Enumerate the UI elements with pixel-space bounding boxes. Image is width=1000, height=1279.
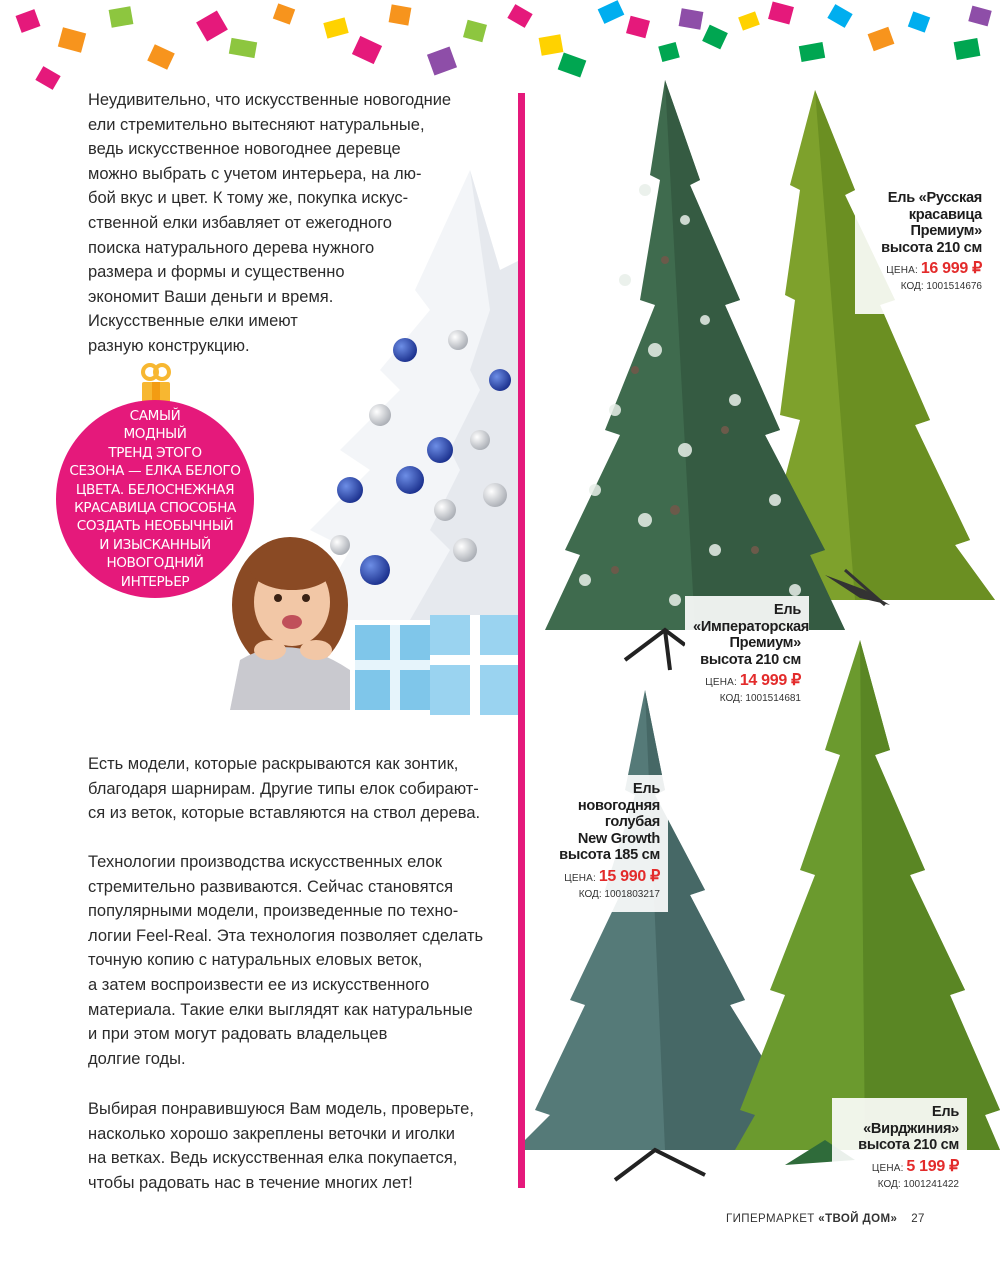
- product-title: Ель «Вирджиния» высота 210 см: [858, 1104, 959, 1154]
- product-code: КОД: 1001514676: [900, 281, 982, 293]
- product-title: Ель «Русская красавица Премиум» высота 210 см: [881, 190, 982, 256]
- paragraph-advice: [88, 1097, 508, 1195]
- white-tree-scene-illustration: [200, 150, 520, 730]
- product-card-imperatorskaya: [685, 596, 809, 724]
- product-price: 15 990 ₽: [598, 867, 660, 885]
- intro-text: Неудивительно, что искусственные новогодние ели стремительно вытесняют натуральные, ведь искусственное новогоднее деревце можно выбрать с учетом интерьера, на лю- бой вкус и цвет. К тому же, покупка искус- ственной елки избавляет от ежегодного поиска натурального дерева нужного размера и формы и существенно экономит Ваши деньги и время. Искусственные елки имеют разную конструкцию.: [88, 91, 452, 355]
- paragraph-advice-text: Выбирая понравившуюся Вам модель, проверьте, насколько хорошо закреплены веточки и иголки на ветках. Ведь искусственная елка покупается, чтобы радовать нас в течение многих лет!: [88, 1100, 474, 1192]
- product-title: Ель новогодняя голубая New Growth высота 185 см: [559, 781, 660, 864]
- product-price-row: [863, 260, 982, 280]
- paragraph-technology-text: Технологии производства искусственных елок стремительно развиваются. Сейчас становятся популярными модели, произведенные по техно- логии Feel-Real. Эта технология позволяет сделать точную копию с натуральных еловых веток, а затем воспроизвести ее из искусственного материала. Такие елки выглядят как натуральные и при этом могут радовать владельцев долгие годы.: [88, 853, 484, 1068]
- page-footer: [726, 1213, 925, 1225]
- product-price: 14 999 ₽: [739, 672, 801, 690]
- footer-store-name: «ТВОЙ ДОМ»: [818, 1213, 898, 1225]
- price-label: ЦЕНА:: [564, 872, 597, 884]
- product-code: КОД: 1001803217: [578, 888, 660, 900]
- paragraph-construction-text: Есть модели, которые раскрываются как зонтик, благодаря шарнирам. Другие типы елок собирают- ся из веток, которые вставляются на ствол дерева.: [88, 755, 481, 823]
- trend-badge: [56, 400, 254, 598]
- product-card-virginia: [832, 1098, 967, 1190]
- product-card-new-growth: [547, 775, 668, 912]
- product-price-row: [555, 868, 660, 888]
- price-label: ЦЕНА:: [705, 677, 738, 689]
- paragraph-construction: [88, 752, 508, 826]
- product-price-row: [693, 672, 801, 692]
- page-number: 27: [911, 1213, 925, 1225]
- product-code: КОД: 1001241422: [877, 1178, 959, 1190]
- product-code: КОД: 1001514681: [719, 693, 801, 705]
- product-card-russkaya: [855, 184, 990, 314]
- price-label: ЦЕНА:: [886, 265, 919, 277]
- paragraph-technology: [88, 850, 508, 1071]
- badge-text: САМЫЙ МОДНЫЙ ТРЕНД ЭТОГО СЕЗОНА — ЕЛКА БЕЛОГО ЦВЕТА. БЕЛОСНЕЖНАЯ КРАСАВИЦА СПОСОБНА СОЗДАТЬ НЕОБЫЧНЫЙ И ИЗЫСКАННЫЙ НОВОГОДНИЙ ИНТЕРЬЕР: [69, 407, 241, 590]
- product-price: 16 999 ₽: [920, 260, 982, 278]
- price-label: ЦЕНА:: [871, 1162, 904, 1174]
- vertical-divider: [518, 93, 525, 1188]
- product-price: 5 199 ₽: [906, 1157, 959, 1175]
- product-title: Ель «Императорская Премиум» высота 210 см: [693, 602, 809, 668]
- product-price-row: [840, 1158, 959, 1178]
- footer-store-prefix: ГИПЕРМАРКЕТ: [726, 1213, 819, 1225]
